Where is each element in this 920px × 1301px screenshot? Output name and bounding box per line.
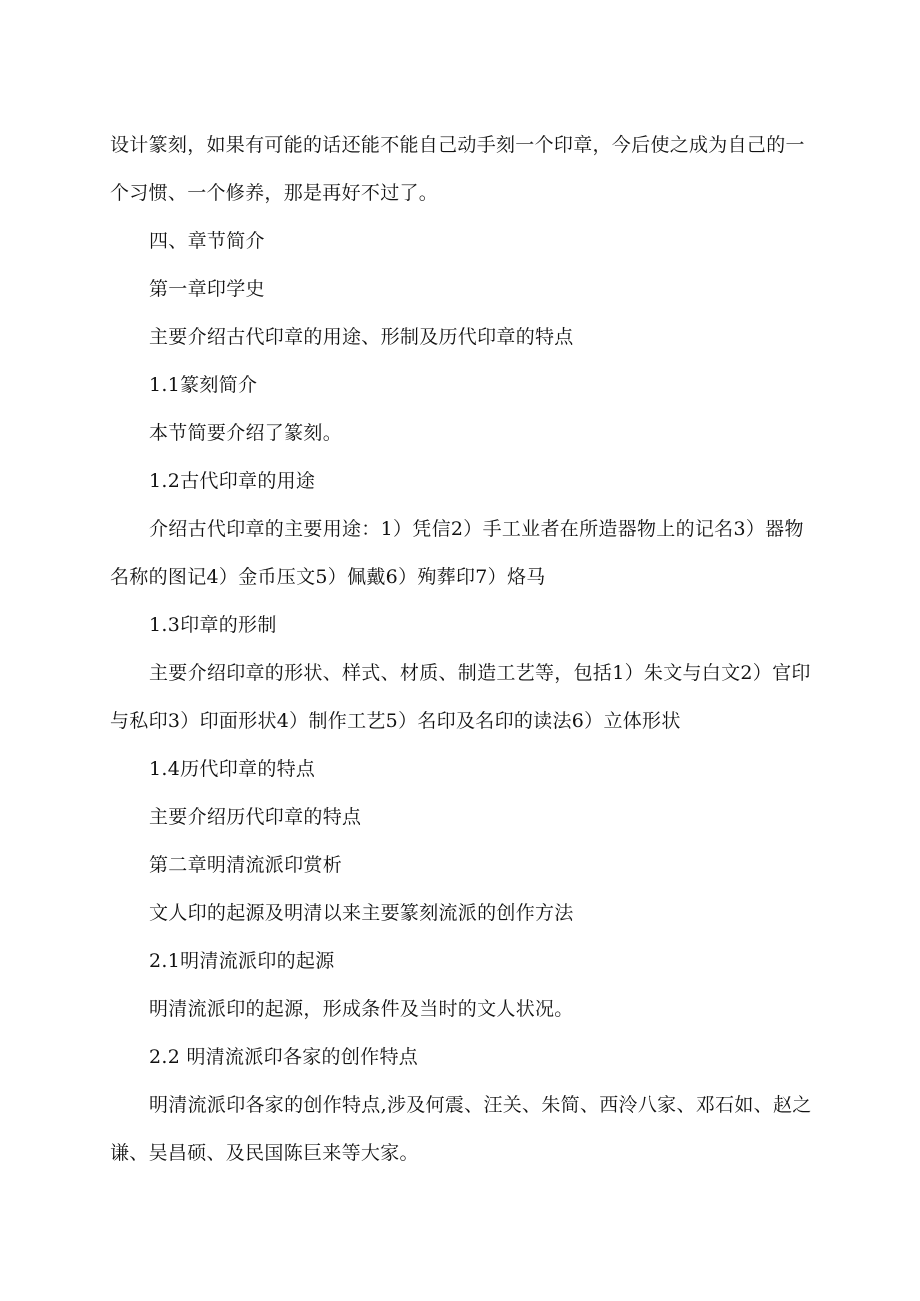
section-body-1-3: 主要介绍印章的形状、样式、材质、制造工艺等，包括1）朱文与白文2）官印与私印3）印面形状4）制作工艺5）名印及名印的读法6）立体形状 — [110, 662, 811, 732]
section-body-1-2: 介绍古代印章的主要用途：1）凭信2）手工业者在所造器物上的记名3）器物名称的图记4）金币压文5）佩戴6）殉葬印7）烙马 — [110, 518, 804, 588]
paragraph-continuation: 设计篆刻，如果有可能的话还能不能自己动手刻一个印章，今后使之成为自己的一个习惯、一个修养，那是再好不过了。 — [110, 134, 805, 204]
chapter-summary-2: 文人印的起源及明清以来主要篆刻流派的创作方法 — [149, 902, 574, 924]
section-heading-1-3: 1.3印章的形制 — [149, 614, 277, 636]
section-heading-1-2: 1.2古代印章的用途 — [149, 470, 316, 492]
section-body-1-4: 主要介绍历代印章的特点 — [149, 806, 362, 828]
section-body-2-1: 明清流派印的起源，形成条件及当时的文人状况。 — [149, 998, 574, 1020]
section-body-1-1: 本节简要介绍了篆刻。 — [149, 422, 343, 444]
section-heading-2-2: 2.2 明清流派印各家的创作特点 — [149, 1046, 419, 1068]
section-heading-chapter-intro: 四、章节简介 — [149, 230, 265, 252]
section-heading-2-1: 2.1明清流派印的起源 — [149, 950, 335, 972]
chapter-heading-1: 第一章印学史 — [149, 278, 265, 300]
section-body-2-2: 明清流派印各家的创作特点,涉及何震、汪关、朱简、西泠八家、邓石如、赵之谦、吴昌硕、及民国陈巨来等大家。 — [110, 1094, 812, 1164]
chapter-heading-2: 第二章明清流派印赏析 — [149, 854, 343, 876]
section-heading-1-1: 1.1篆刻简介 — [149, 374, 258, 396]
chapter-summary-1: 主要介绍古代印章的用途、形制及历代印章的特点 — [149, 326, 574, 348]
section-heading-1-4: 1.4历代印章的特点 — [149, 758, 316, 780]
document-body — [110, 121, 818, 1177]
